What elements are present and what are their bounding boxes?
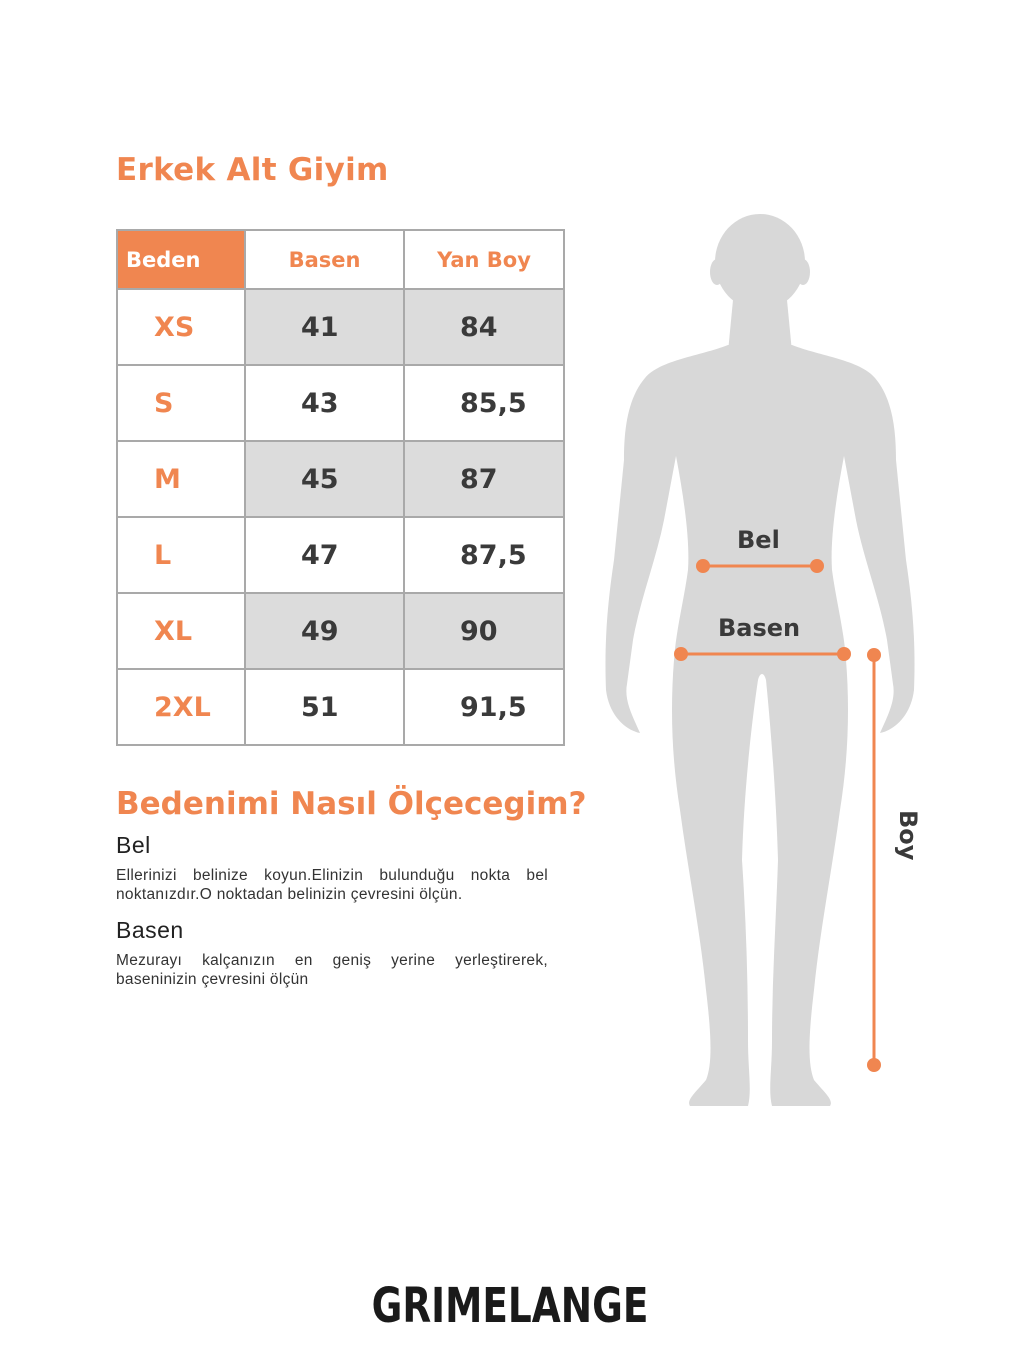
basen-measure-dot [674,647,688,661]
bel-heading: Bel [116,832,151,858]
body-silhouette [605,214,914,1106]
basen-cell: 51 [245,669,404,745]
bel-measure-dot [696,559,710,573]
header-yan-boy: Yan Boy [404,230,564,289]
yan-boy-cell: 85,5 [404,365,564,441]
size-cell: 2XL [117,669,245,745]
yan-boy-cell: 84 [404,289,564,365]
basen-instructions: Mezurayı kalçanızın en geniş yerine yerleştirerek, baseninizin çevresini ölçün [116,952,548,988]
basen-cell: 41 [245,289,404,365]
basen-cell: 45 [245,441,404,517]
basen-label: Basen [718,614,801,642]
size-cell: S [117,365,245,441]
basen-heading: Basen [116,917,184,943]
bel-measure-dot [810,559,824,573]
header-beden: Beden [117,230,245,289]
basen-measure-dot [837,647,851,661]
basen-cell: 49 [245,593,404,669]
size-cell: M [117,441,245,517]
yan-boy-cell: 91,5 [404,669,564,745]
bel-instructions: Ellerinizi belinize koyun.Elinizin bulunduğu nokta bel noktanızdır.O noktadan belinizin çevresini ölçün. [116,867,548,903]
basen-cell: 47 [245,517,404,593]
yan-boy-cell: 87,5 [404,517,564,593]
size-cell: L [117,517,245,593]
basen-cell: 43 [245,365,404,441]
boy-measure-dot [867,1058,881,1072]
header-basen: Basen [245,230,404,289]
yan-boy-cell: 90 [404,593,564,669]
size-cell: XL [117,593,245,669]
page-title: Erkek Alt Giyim [116,152,389,188]
brand-logo: GRIMELANGE [371,1278,649,1334]
yan-boy-cell: 87 [404,441,564,517]
howto-title: Bedenimi Nasıl Ölçecegim? [116,786,587,822]
boy-label: Boy [894,810,922,861]
size-cell: XS [117,289,245,365]
boy-measure-dot [867,648,881,662]
bel-label: Bel [737,526,780,554]
